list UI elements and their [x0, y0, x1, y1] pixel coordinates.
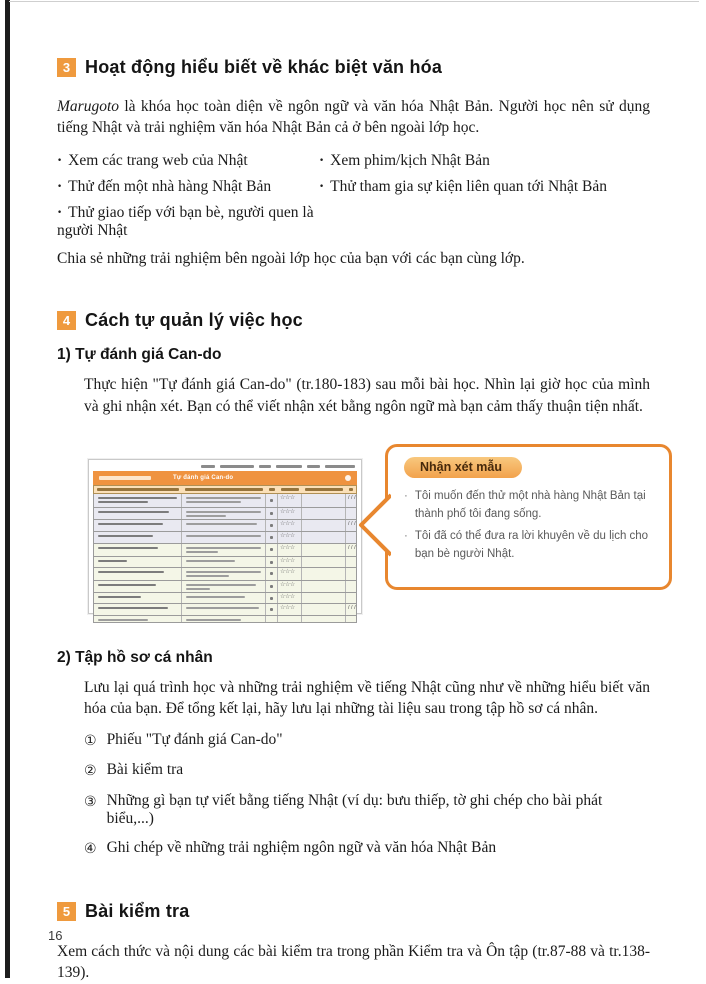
bullet-dot: ·: [319, 177, 325, 195]
list-item: [84, 761, 650, 781]
bullet-dot: ·: [57, 151, 63, 169]
sheet-row: ☆☆☆: [93, 581, 357, 593]
sample-note-callout: [385, 444, 672, 590]
caption-bar: [325, 465, 355, 468]
list-item: [84, 792, 650, 828]
list-item: [84, 731, 650, 751]
section5-body: Xem cách thức và nội dung các bài kiểm tra trong phần Kiểm tra và Ôn tập (tr.87-88 và tr.138-139).: [57, 943, 650, 982]
section4-title: Cách tự quản lý việc học: [85, 310, 303, 331]
list-item: [404, 487, 655, 524]
callout-tail-pointer: [357, 493, 391, 557]
list-item: [57, 178, 319, 196]
bullet-dot: ·: [57, 177, 63, 195]
page: [57, 0, 650, 984]
sheet-title: Tự đánh giá Can-do: [173, 474, 234, 481]
bullet-dot: ·: [404, 489, 408, 502]
sheet-row: ☆☆☆: [93, 568, 357, 581]
caption-bar: [276, 465, 302, 468]
scan-edge-left: [5, 0, 10, 978]
section3-bullet-list: [57, 152, 650, 240]
page-number: 16: [48, 928, 63, 943]
cando-sheet-thumbnail: [88, 459, 362, 614]
section3-number-badge: 3: [57, 58, 76, 77]
section5-heading: [57, 901, 650, 922]
item-text: Bài kiểm tra: [106, 761, 184, 779]
bullet-row: [57, 204, 650, 240]
bullet-dot: ·: [57, 203, 63, 221]
sample-note-text: Tôi đã có thể đưa ra lời khuyên về du lịch cho bạn bè người Nhật.: [414, 529, 649, 561]
sheet-row: ☆☆☆ / / /: [93, 544, 357, 557]
sheet-row: ☆☆☆: [93, 508, 357, 520]
section4-heading: [57, 310, 650, 331]
circled-number: ①: [84, 732, 97, 749]
sample-note-list: [404, 487, 655, 564]
section3-intro: [57, 96, 650, 139]
list-item: [84, 839, 650, 859]
circled-number: ③: [84, 794, 97, 811]
sheet-row: ☆☆☆: [93, 593, 357, 604]
caption-bar: [307, 465, 320, 468]
item-text: Ghi chép về những trải nghiệm ngôn ngữ và văn hóa Nhật Bản: [106, 838, 497, 856]
sample-note-header: Nhận xét mẫu: [404, 457, 522, 478]
sheet-lesson-label: [99, 476, 151, 480]
sub1-heading: 1) Tự đánh giá Can-do: [57, 346, 222, 364]
sheet-caption-bars: [93, 463, 357, 471]
portfolio-item-list: [84, 731, 650, 859]
list-item: [57, 152, 319, 170]
sample-note-text: Tôi muốn đến thử một nhà hàng Nhật Bản tại thành phố tôi đang sống.: [414, 489, 646, 521]
list-item: [404, 527, 655, 564]
circled-number: ④: [84, 840, 97, 857]
cando-figure: [57, 444, 650, 622]
list-item: [319, 152, 650, 170]
sheet-title-bar: [93, 471, 357, 485]
list-item: [319, 178, 650, 196]
bullet-text: Thử đến một nhà hàng Nhật Bản: [68, 177, 272, 195]
section3-intro-rest: là khóa học toàn diện về ngôn ngữ và văn hóa Nhật Bản. Người học nên sử dụng tiếng Nhật và trải nghiệm văn hóa Nhật Bản cả ở bên ngoài lớp học.: [57, 98, 650, 137]
bullet-dot: ·: [319, 151, 325, 169]
sub2-heading: 2) Tập hồ sơ cá nhân: [57, 648, 213, 666]
sheet-row: [93, 616, 357, 623]
bullet-text: Thử giao tiếp với bạn bè, người quen là người Nhật: [57, 203, 314, 239]
sub2-body: Lưu lại quá trình học và những trải nghiệm về tiếng Nhật cũng như về những hiểu biết văn hóa của bạn. Để tổng kết lại, hãy lưu lại những tài liệu sau trong tập hồ sơ cá nhân.: [84, 678, 650, 718]
bullet-row: [57, 178, 650, 196]
bullet-row: [57, 152, 650, 170]
sheet-row: ☆☆☆ / / /: [93, 520, 357, 532]
section3-heading: [57, 57, 650, 78]
item-text: Phiếu "Tự đánh giá Can-do": [106, 730, 283, 748]
caption-bar: [220, 465, 254, 468]
bullet-dot: ·: [404, 529, 408, 542]
sheet-logo-icon: [345, 475, 351, 481]
section3-intro-lead: Marugoto: [57, 98, 119, 115]
sub1-body: Thực hiện "Tự đánh giá Can-do" (tr.180-183) sau mỗi bài học. Nhìn lại giờ học của mình và ghi nhận xét. Bạn có thể viết nhận xét bằng ngôn ngữ mà bạn cảm thấy thuận tiện nhất.: [84, 376, 650, 415]
sheet-row: ☆☆☆: [93, 532, 357, 544]
item-text: Những gì bạn tự viết bằng tiếng Nhật (ví dụ: bưu thiếp, tờ ghi chép cho bài phát biểu,...): [106, 792, 603, 828]
bullet-text: Xem các trang web của Nhật: [68, 151, 248, 169]
sheet-row: ☆☆☆ / / /: [93, 604, 357, 616]
bullet-text: Xem phim/kịch Nhật Bản: [330, 151, 490, 169]
circled-number: ②: [84, 763, 97, 780]
list-item: [57, 204, 319, 240]
sheet-row: ☆☆☆: [93, 557, 357, 568]
section5-number-badge: 5: [57, 902, 76, 921]
caption-bar: [201, 465, 215, 468]
section3-title: Hoạt động hiểu biết về khác biệt văn hóa: [85, 57, 443, 77]
bullet-text: Thử tham gia sự kiện liên quan tới Nhật Bản: [330, 177, 607, 195]
section5-title: Bài kiểm tra: [85, 901, 190, 922]
sheet-column-header: [93, 485, 357, 494]
caption-bar: [259, 465, 271, 468]
section3-share-line: Chia sẻ những trải nghiệm bên ngoài lớp học của bạn với các bạn cùng lớp.: [57, 249, 525, 267]
section4-number-badge: 4: [57, 311, 76, 330]
sheet-row: ☆☆☆ / / /: [93, 494, 357, 508]
